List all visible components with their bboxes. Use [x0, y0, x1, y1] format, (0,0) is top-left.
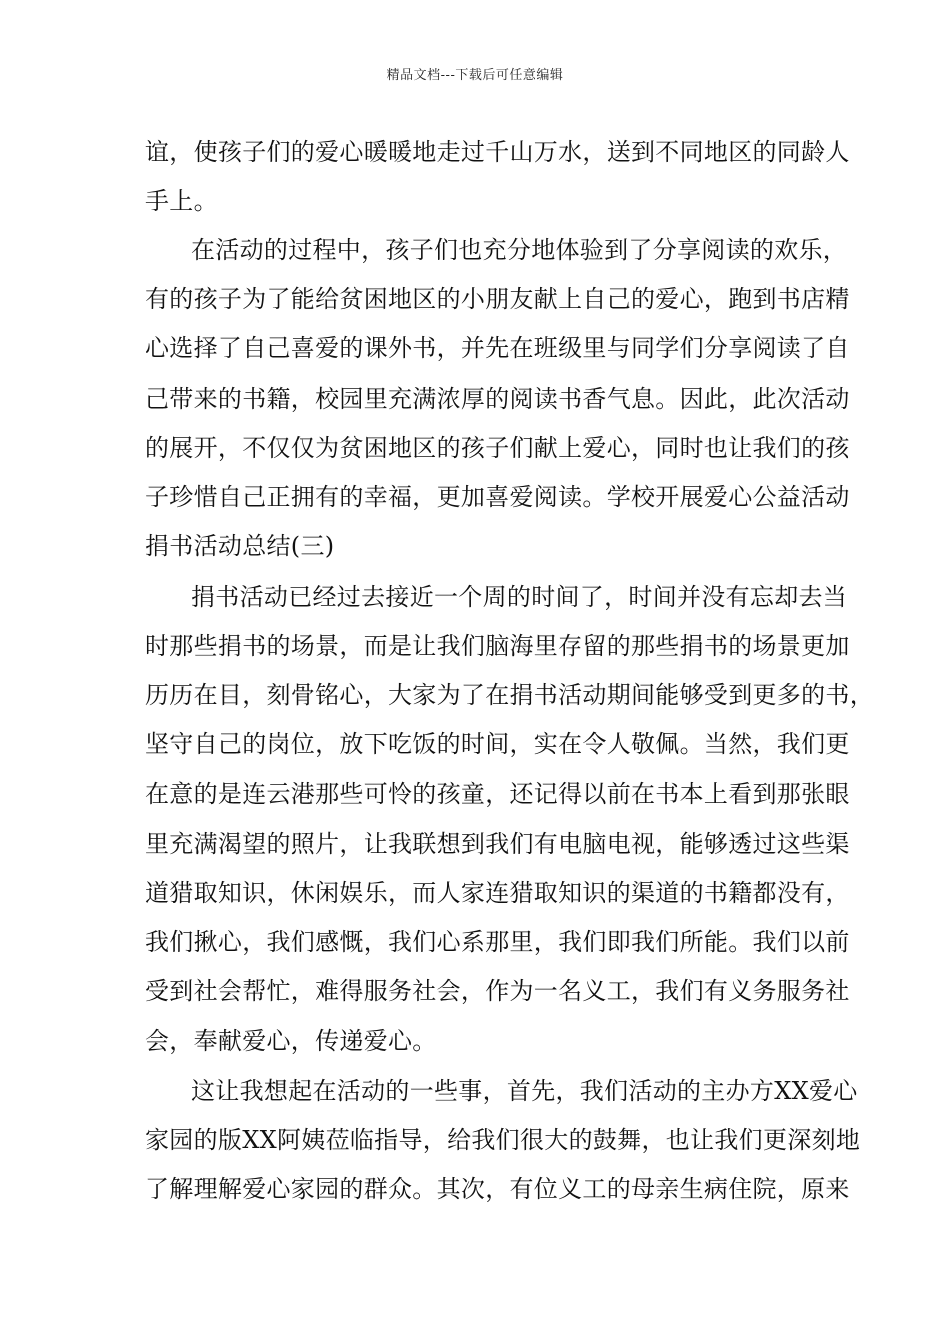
text-line: 有的孩子为了能给贫困地区的小朋友献上自己的爱心，跑到书店精 [145, 285, 850, 313]
text-line: 谊，使孩子们的爱心暖暖地走过千山万水，送到不同地区的同龄人 [145, 138, 850, 166]
text-line: 子珍惜自己正拥有的幸福，更加喜爱阅读。学校开展爱心公益活动 [145, 483, 850, 511]
text-line: 里充满渴望的照片，让我联想到我们有电脑电视，能够透过这些渠 [145, 830, 850, 858]
text-line: 捐书活动已经过去接近一个周的时间了，时间并没有忘却去当 [191, 583, 848, 611]
text-line: 道猎取知识，休闲娱乐，而人家连猎取知识的渠道的书籍都没有， [145, 879, 850, 907]
text-line: 捐书活动总结(三) [145, 532, 335, 560]
text-line: 家园的版XX阿姨莅临指导，给我们很大的鼓舞，也让我们更深刻地 [145, 1126, 861, 1154]
text-line: 心选择了自己喜爱的课外书，并先在班级里与同学们分享阅读了自 [145, 334, 850, 362]
text-line: 了解理解爱心家园的群众。其次，有位义工的母亲生病住院，原来 [145, 1175, 850, 1203]
text-line: 己带来的书籍，校园里充满浓厚的阅读书香气息。因此，此次活动 [145, 385, 850, 413]
text-line: 时那些捐书的场景，而是让我们脑海里存留的那些捐书的场景更加 [145, 632, 850, 660]
text-line: 历历在目，刻骨铭心，大家为了在捐书活动期间能够受到更多的书， [145, 681, 874, 709]
text-line: 的展开，不仅仅为贫困地区的孩子们献上爱心，同时也让我们的孩 [145, 434, 850, 462]
text-line: 在意的是连云港那些可怜的孩童，还记得以前在书本上看到那张眼 [145, 780, 850, 808]
page-header: 精品文档---下载后可任意编辑 [386, 68, 564, 83]
text-line: 我们揪心，我们感慨，我们心系那里，我们即我们所能。我们以前 [145, 928, 850, 956]
text-line: 坚守自己的岗位，放下吃饭的时间，实在令人敬佩。当然，我们更 [145, 730, 850, 758]
text-line: 受到社会帮忙，难得服务社会，作为一名义工，我们有义务服务社 [145, 977, 850, 1005]
text-line: 在活动的过程中，孩子们也充分地体验到了分享阅读的欢乐， [191, 236, 848, 264]
text-line: 会，奉献爱心，传递爱心。 [145, 1027, 437, 1055]
text-line: 这让我想起在活动的一些事，首先，我们活动的主办方XX爱心 [191, 1077, 858, 1105]
text-line: 手上。 [145, 187, 218, 215]
